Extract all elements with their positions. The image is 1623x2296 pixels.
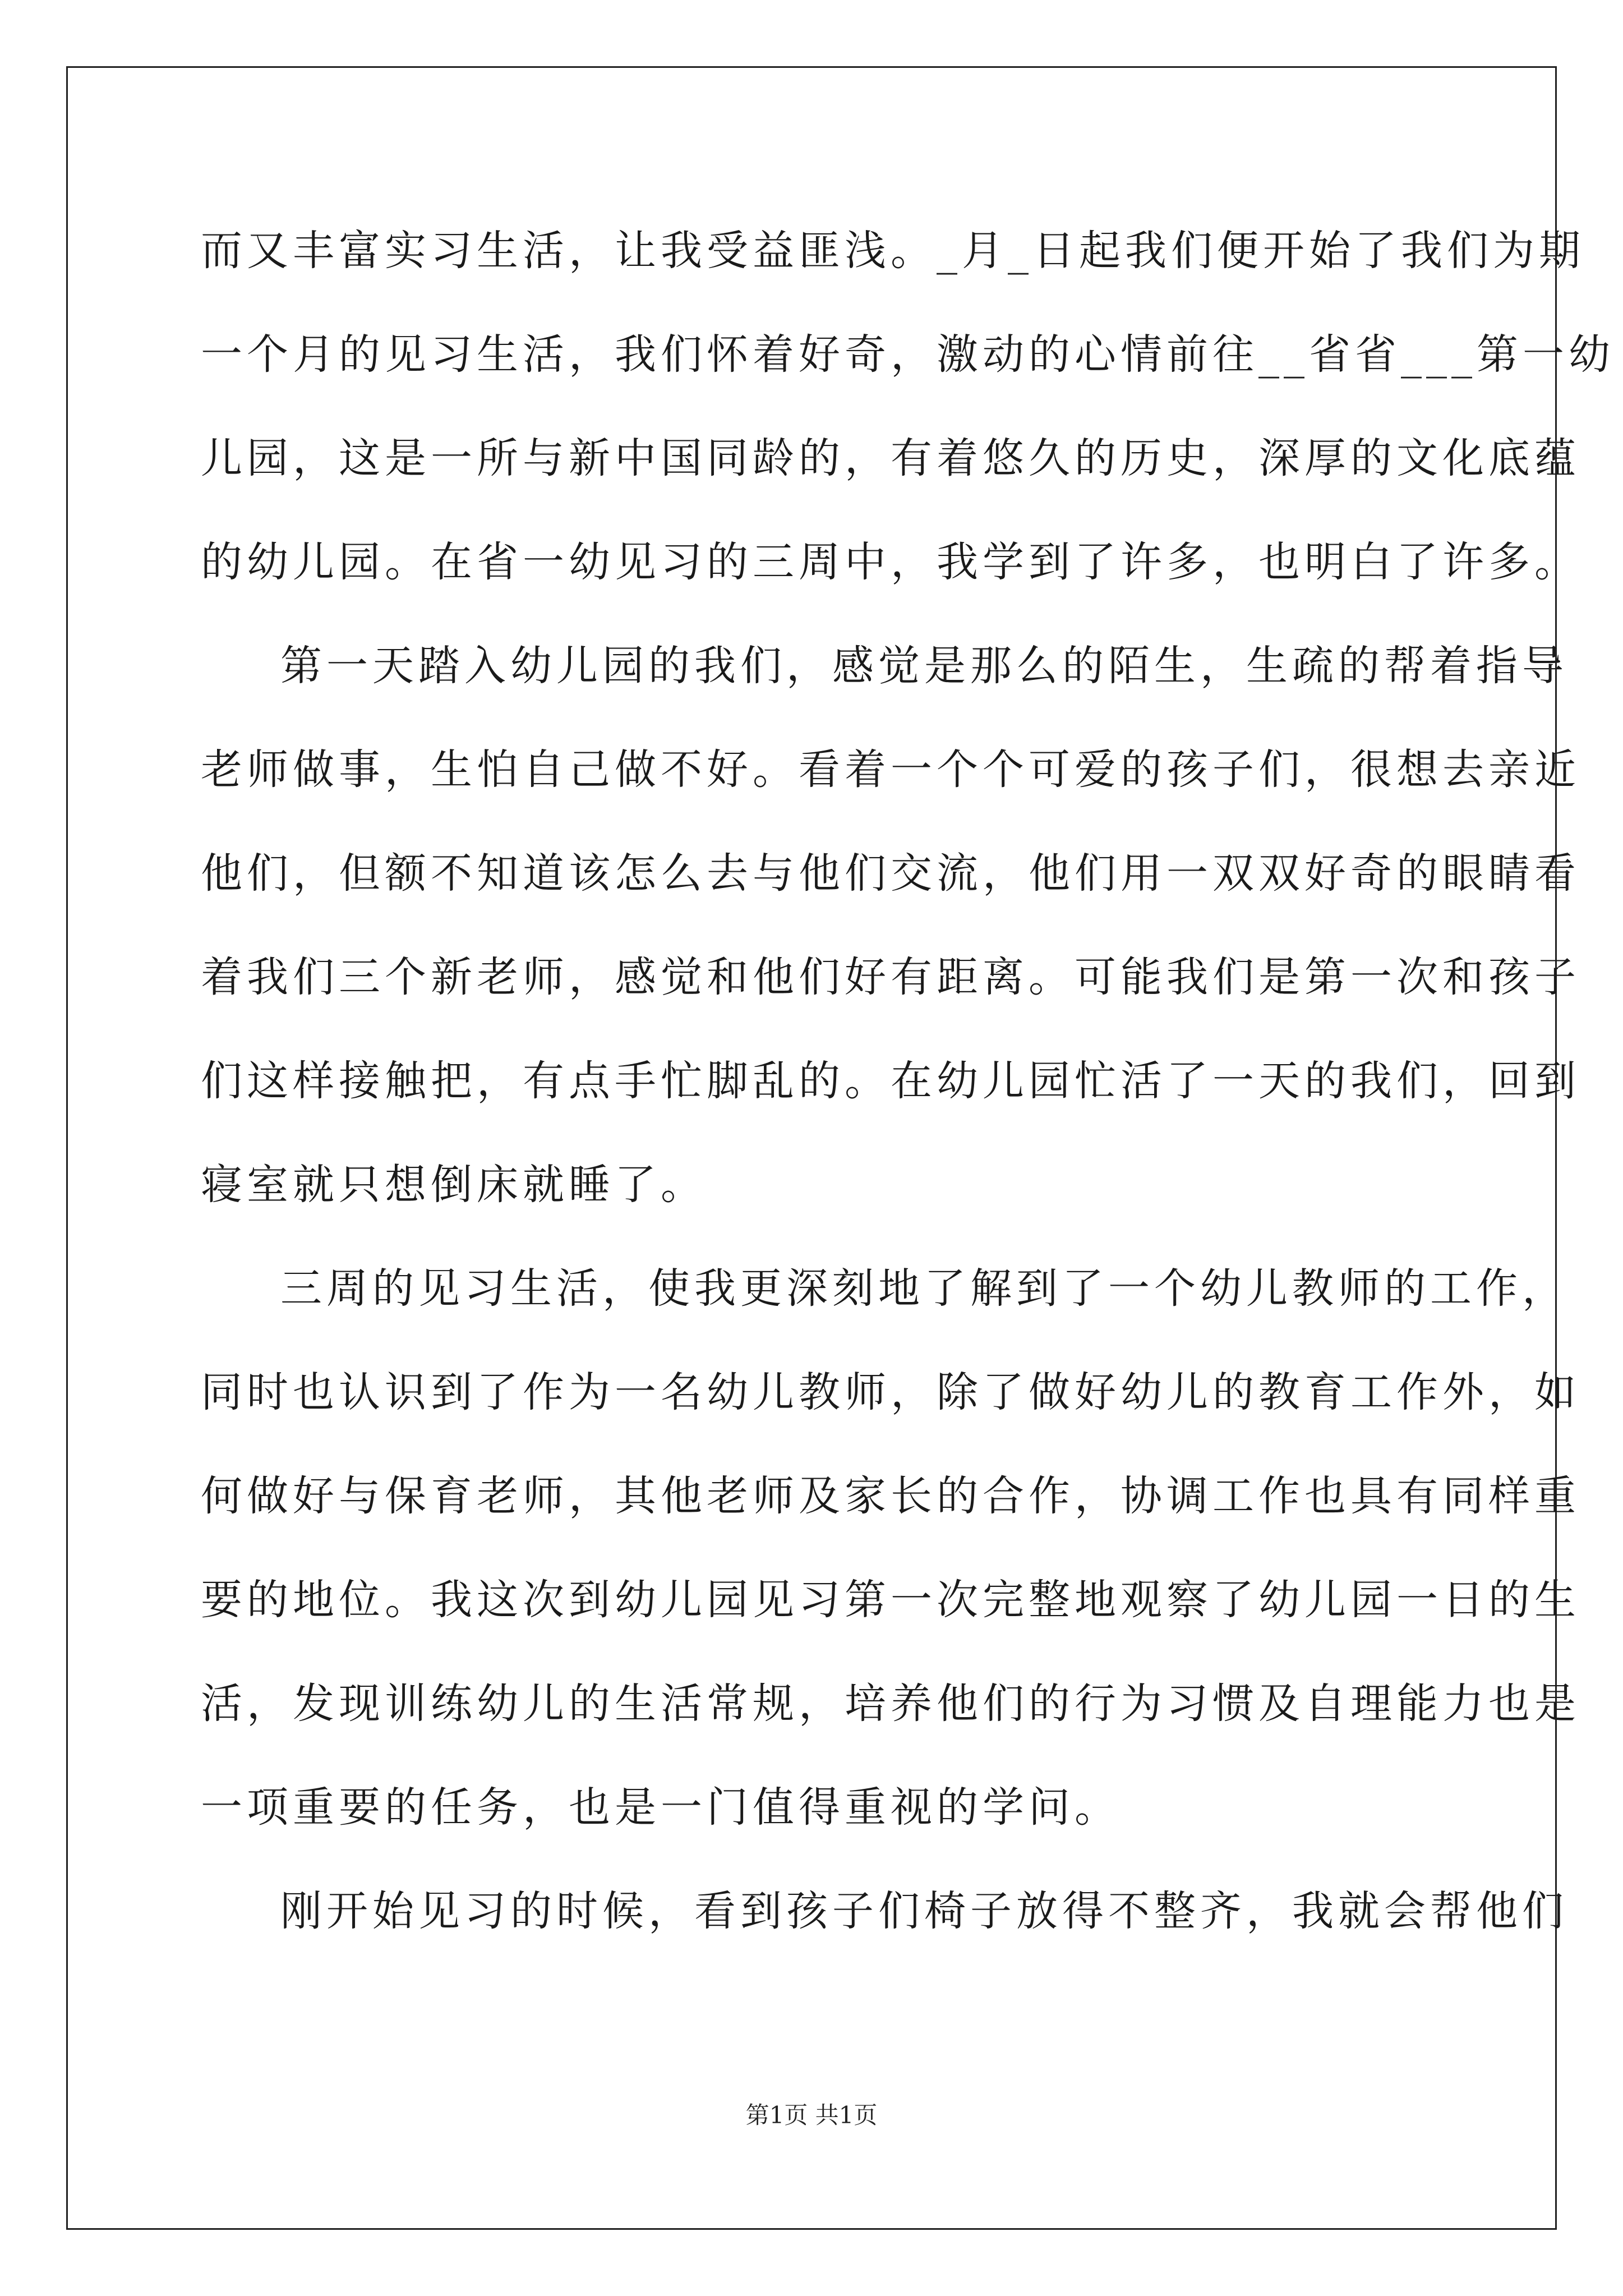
paragraph-start-line: 刚开始见习的时候，看到孩子们椅子放得不整齐，我就会帮他们 — [280, 1887, 1568, 1935]
text-line: 活，发现训练幼儿的生活常规，培养他们的行为习惯及自理能力也是 — [201, 1680, 1580, 1728]
text-line: 的幼儿园。在省一幼见习的三周中，我学到了许多，也明白了许多。 — [201, 538, 1580, 586]
text-line: 要的地位。我这次到幼儿园见习第一次完整地观察了幼儿园一日的生 — [201, 1576, 1580, 1624]
text-line: 一项重要的任务，也是一门值得重视的学问。 — [201, 1783, 1121, 1832]
text-line: 们这样接触把，有点手忙脚乱的。在幼儿园忙活了一天的我们，回到 — [201, 1057, 1580, 1105]
text-line: 一个月的见习生活，我们怀着好奇，激动的心情前往__省省___第一幼 — [201, 330, 1615, 379]
text-line: 着我们三个新老师，感觉和他们好有距离。可能我们是第一次和孩子 — [201, 953, 1580, 1001]
paragraph-start-line: 三周的见习生活，使我更深刻地了解到了一个幼儿教师的工作， — [280, 1264, 1568, 1313]
text-line: 同时也认识到了作为一名幼儿教师，除了做好幼儿的教育工作外，如 — [201, 1368, 1580, 1416]
page-number-footer: 第1页 共1页 — [745, 2101, 878, 2129]
paragraph-start-line: 第一天踏入幼儿园的我们，感觉是那么的陌生，生疏的帮着指导 — [280, 642, 1568, 690]
text-line: 何做好与保育老师，其他老师及家长的合作，协调工作也具有同样重 — [201, 1472, 1580, 1520]
text-line: 而又丰富实习生活，让我受益匪浅。_月_日起我们便开始了我们为期 — [201, 227, 1585, 275]
text-line: 老师做事，生怕自己做不好。看着一个个可爱的孩子们，很想去亲近 — [201, 746, 1580, 794]
text-line: 儿园，这是一所与新中国同龄的，有着悠久的历史，深厚的文化底蕴 — [201, 434, 1580, 482]
text-line: 寝室就只想倒床就睡了。 — [201, 1161, 707, 1209]
text-line: 他们，但额不知道该怎么去与他们交流，他们用一双双好奇的眼睛看 — [201, 849, 1580, 898]
